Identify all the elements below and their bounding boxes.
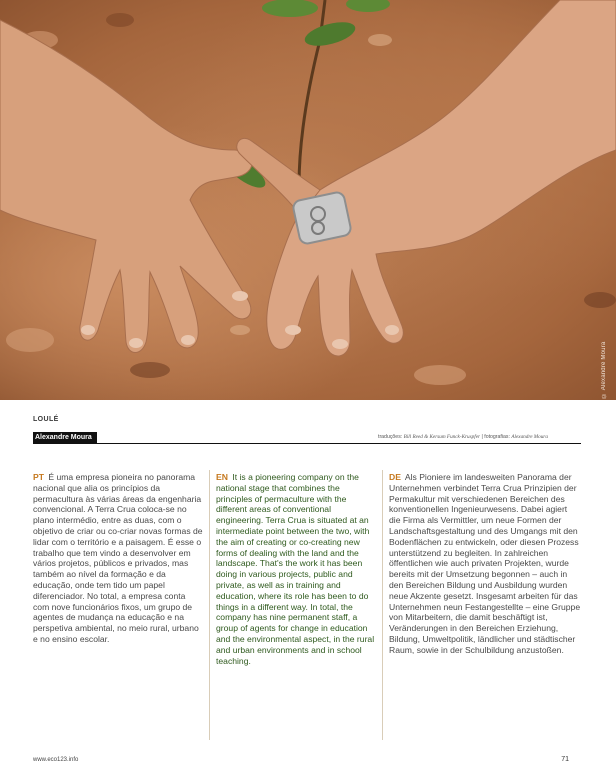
language-tag-de: DE (389, 472, 401, 482)
section-label: LOULÉ (33, 416, 59, 423)
credits-photographer: Alexandre Moura (511, 434, 548, 440)
body-text-en: It is a pioneering company on the national stage that combines the principles of permaculture with the different areas of conventional engineering. Terra Crua is situated at an intermediate point between the two, with the aim of creating or co-creating new forms of dealing with the land and the landscape. That's the work it has been doing in various projects, public and private, as well as in training and education, where its role has been to do things in a different way. In total, the company has nine permanent staff, a group of agents for change in education and the environmental aspect, in the rural and urban environments and in school teaching. (216, 472, 375, 666)
column-german (389, 472, 581, 656)
credits-translators: Bill Reed & Kersum Funck-Kruspfer (403, 434, 481, 440)
language-tag-en: EN (216, 472, 228, 482)
author-label: Alexandre Moura (33, 432, 97, 443)
page-number: 71 (561, 756, 569, 763)
credits-mid: | fotografias: (480, 434, 512, 440)
header-rule (33, 443, 581, 444)
photo-credit: © Alexandre Moura (601, 341, 607, 398)
body-text-de: Als Pioniere im landesweiten Panorama der Unternehmen verbindet Terra Crua Prinzipien der Permakultur mit verschiedenen Bereichen des konventionellen Ingenieurwesens. Dabei agiert die Firma als Vermittler, um neue Formen der Landschaftsgestaltung und des Umgangs mit den Bodenflächen zu entwickeln, oder diesen Prozess unterstützend zu begleiten. In zahlreichen öffentlichen wie auch privaten Projekten, wurde bereits mit der Umsetzung begonnen – auch in den Bereichen Bildung und Ausbildung wurden neue Akzente gesetzt. Insgesamt arbeiten für das Unternehmen neun Festangestellte – eine Gruppe von Mitarbeitern, die damit beschäftigt ist, Veränderungen in den Bereichen Erziehung, Bildung, Umweltpolitik, ländlicher und städtischer Raum, sowie in der Schulbildung anzustoßen. (389, 472, 581, 655)
column-divider (209, 470, 210, 740)
footer-url[interactable]: www.eco123.info (33, 757, 79, 763)
language-tag-pt: PT (33, 472, 44, 482)
column-divider (382, 470, 383, 740)
body-text-pt: É uma empresa pioneira no panorama nacional que alia os princípios da permacultura às várias áreas da engenharia convencional. A Terra Crua coloca-se no plano intermédio, entre as duas, com o objetivo de criar ou co-criar novas formas de lidar com o território e a paisagem. É esse o trabalho que tem vindo a desenvolver em vários projetos, públicos e privados, mas também ao nível da formação e da educação, onde tem tido um papel diferenciador. No total, a empresa conta com nove funcionários fixos, um grupo de agentes de mudança na educação e na perspetiva ambiental, no meio rural, urbano e no ensino escolar. (33, 472, 203, 644)
column-portuguese (33, 472, 203, 645)
column-english (216, 472, 376, 666)
credits-line (378, 434, 548, 440)
credits-prefix: traduções: (378, 434, 404, 440)
